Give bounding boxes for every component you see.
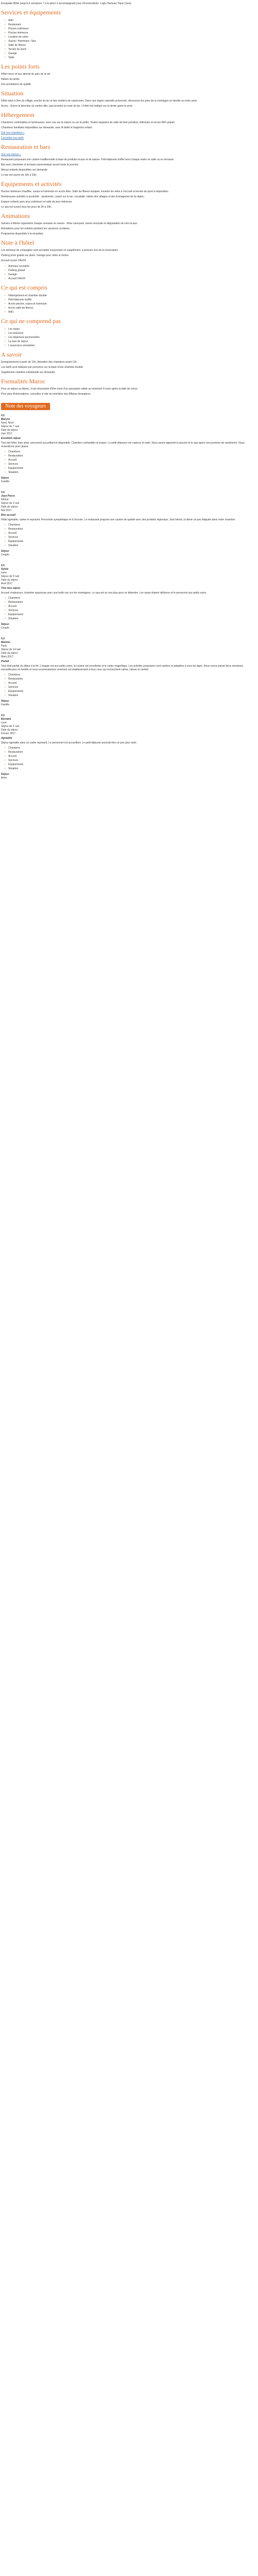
a-savoir-para: Les tarifs sont indiqués par personne sur la base d'une chambre double. [1,366,84,369]
review-score: 4.0 [1,714,5,717]
review-date-label: Date du séjour [1,429,18,432]
review-place: Nord, Nord [1,421,14,425]
note-hotel-title: Note à l'hôtel [1,239,35,246]
restauration-para: Restaurant proposant une cuisine traditionnelle à base de produits locaux et de saison. Petit-déjeuner buffet servi chaque matin en salle ou en terrasse. [1,158,174,161]
not-included-title: Ce qui ne comprend pas [1,317,61,325]
list-item: • Situation [8,544,257,548]
included-list [1,294,257,314]
equipements-para: Piscine intérieure chauffée, sauna et hammam en accès libre. Salle de fitness équipée, location de vélos à l'accueil et terrain de sport à disposition. [1,190,169,193]
formalites-title: Formalités Maroc [1,378,45,385]
review-place: Isère [1,571,7,574]
list-item: • Animaux acceptés [8,264,257,268]
page [0,0,258,780]
review-body: Séjour agréable dans un cadre reposant. Le personnel est accueillant. Le petit-déjeuner pourrait être un peu plus varié. [1,741,137,744]
review-title: Très bon séjour [1,587,21,590]
list-item: • Garage [8,52,257,56]
review-meta [1,491,257,513]
list-item: • Restauration [8,600,257,604]
rooms-link[interactable]: Voir nos chambres » [1,131,25,134]
review-date: Mars 2017 [1,655,13,658]
list-item: • Salle de fitness [8,43,257,47]
review-title: Agréable [1,737,12,740]
review-date-label: Date du séjour [1,652,18,655]
list-item: • Restauration [8,677,257,681]
review-stay-value: Famille [1,703,10,706]
review-date-label: Date du séjour [1,579,18,582]
situation-para: Accès : Suivre la direction du centre-ville, puis prendre la route du lac. L'hôtel est indiqué sur la droite après le pont. [1,105,133,108]
stars-title: Les points forts [1,63,40,70]
list-item: • WiFi [8,310,257,314]
review-author: Martine [1,641,10,644]
list-item: • Accès salle de fitness [8,306,257,310]
list-item: • Accès piscine, sauna et hammam [8,302,257,306]
list-item: • Chambres [8,450,257,454]
list-item: • Situation [8,617,257,621]
review-title: Bon accueil [1,514,16,517]
restauration-title: Restauration et bars [1,143,51,150]
animations-note: Programme disponible à la réception. [1,232,44,235]
review-place: Lyon [1,721,7,724]
list-item: • Situation [8,470,257,474]
review-item [1,491,257,557]
review-item [1,714,257,780]
list-item: • Services [8,608,257,613]
review-stay-length: Séjour de 5 nuit [1,575,20,578]
review-stay-value: Famille [1,480,10,483]
list-item: • Accueil [8,458,257,462]
review-stay-label: Séjour [1,700,9,703]
list-item: • Parking gratuit [8,268,257,273]
list-item: • Services [8,535,257,539]
review-author: Jean Pierre [1,495,15,498]
review-stay-length: Séjour de 3 nuit [1,502,20,505]
list-item: • Accueil [8,754,257,758]
list-item: • Les dépenses personnelles [8,335,257,340]
list-item: • Les repas [8,327,257,331]
equipements-note: Le spa est ouvert tous les jours de 9h à 20h. [1,206,52,209]
review-author: Bernard [1,718,11,721]
review-date-label: Date du séjour [1,728,18,732]
review-score: 4.5 [1,414,5,417]
review-author: Sylvie [1,568,9,571]
review-date: Juin 2017 [1,432,12,435]
list-item: • Services [8,758,257,762]
situation-para: Hôtel situé à 2km du village, proche du lac et des sentiers de randonnée. Dans une région naturelle préservée, découvrez les joies de la montagne en famille ou entre amis. [1,99,198,103]
list-item: • Sauna / Hammam / Spa [8,39,257,43]
review-stay-value: Couple [1,626,9,630]
review-criteria [1,523,257,548]
review-stay-label: Séjour [1,550,9,553]
list-item: • Situation [8,693,257,698]
equipements-para: Espace enfants avec jeux extérieurs et salle de jeux intérieure. [1,200,73,204]
stars-note: Des prestations de qualité [1,83,31,86]
list-item: • Table [8,56,257,60]
situation-title: Situation [1,90,24,97]
list-item: • Accueil [8,531,257,535]
review-body: Accueil chaleureux, chambre spacieuse avec une belle vue sur les montagnes. Le spa est un vrai plus pour se détendre. Les repas étaient délicieux et le personnel aux petits soins. [1,591,207,595]
list-item: • Restauration [8,750,257,754]
list-item: • Services [8,462,257,466]
list-item: • Situation [8,767,257,771]
animations-para: Animations pour les enfants pendant les vacances scolaires. [1,227,70,230]
list-item: • Terrain de sport [8,47,257,52]
services-list [1,19,257,60]
list-item: • WiFi [8,19,257,23]
review-stay-length: Séjour de 2 nuit [1,725,20,728]
review-criteria [1,673,257,698]
note-hotel-para: Parking privé gratuit sur place. Garage pour vélos et motos. [1,254,70,257]
list-item: • Les boissons [8,331,257,335]
review-criteria [1,450,257,474]
review-body: Très bel hôtel, bien situé, personnel accueillant et disponible. Chambre confortable et propre. Le petit-déjeuner est copieux et varié. Nous avons apprécié la piscine et le spa après nos journées de randonnée. Nous reviendrons avec plaisir. [1,442,245,448]
restauration-para: Bar avec cheminée et terrasse panoramique ouvert toute la journée. [1,163,79,166]
list-item: • Location de vélos [8,35,257,39]
review-place: Paris [1,645,7,648]
review-item [1,637,257,707]
review-stay-length: Séjour de 7 nuit [1,425,20,428]
list-item: • Équipements [8,689,257,693]
equipements-title: Equipements et activités [1,180,62,188]
a-savoir-para: Enregistrement à partir de 15h, libération des chambres avant 11h. [1,361,77,364]
stars-label: Nature du jardin [1,78,20,81]
animations-title: Animations [1,212,30,219]
list-item: • Restaurant [8,23,257,27]
formalites-para: Pour un séjour au Maroc, il est nécessaire d'être muni d'un passeport valide au minimum 6 mois après la date de retour. [1,387,138,391]
list-item: • Équipements [8,613,257,617]
list-item: • Accueil 24h/24 [8,277,257,281]
review-date: Avril 2017 [1,582,13,585]
note-hotel-para: Les animaux de compagnie sont acceptés moyennant un supplément, à préciser lors de la réservation. [1,249,119,252]
review-score: 4.0 [1,491,5,494]
review-meta [1,714,257,736]
review-date-label: Date du séjour [1,505,18,509]
a-savoir-title: A savoir [1,351,22,358]
review-score: 5.0 [1,637,5,640]
review-place: Rhône [1,498,9,501]
reviews-header: Note des voyageurs [1,403,50,410]
review-meta [1,637,257,659]
review-meta [1,414,257,436]
review-stay-value: Amis [1,776,7,779]
review-date: Février 2017 [1,732,16,735]
hebergement-para: Chambres familiales disponibles sur demande, avec lit bébé et baignoire enfant. [1,126,93,129]
review-title: Excellent séjour [1,437,21,440]
review-body: Hôtel agréable, calme et reposant. Personnel sympathique et à l'écoute. Le restaurant propose une cuisine de qualité avec des produits régionaux. Seul bémol, la literie un peu fatiguée dans notre chambre. [1,518,236,521]
review-author: Maryse [1,418,10,421]
review-item [1,414,257,484]
list-item: • La taxe de séjour [8,340,257,344]
list-item: • Hébergement en chambre double [8,294,257,298]
not-included-list [1,327,257,348]
review-criteria [1,746,257,771]
list-item: • Piscine extérieure [8,27,257,31]
list-item: • Restauration [8,454,257,458]
review-stay-value: Couple [1,553,9,556]
review-date: Mai 2017 [1,509,12,512]
note-hotel-para: Accueil ouvert 24h/24. [1,259,27,262]
formalites-para: Pour plus d'informations, consultez le site du ministère des Affaires étrangères. [1,393,91,396]
animations-para: Soirées à thème organisées chaque semaine en saison : dîner savoyard, soirée musicale et dégustation de vins locaux. [1,222,138,225]
list-item: • L'assurance annulation [8,344,257,348]
reviews-list [1,414,257,780]
hebergement-para: Chambres confortables et lumineuses, avec vue sur la nature ou sur le jardin. Toutes équipées de salle de bain privative, télévision et accès WiFi gratuit. [1,121,175,124]
review-title: Parfait [1,660,9,663]
list-item: • Chambres [8,673,257,677]
list-item: • Petit-déjeuner buffet [8,298,257,302]
list-item: • Équipements [8,539,257,544]
review-stay-label: Séjour [1,623,9,626]
list-item: • Chambres [8,523,257,527]
list-item: • Équipements [8,762,257,767]
review-item [1,564,257,630]
menus-link[interactable]: Voir nos menus » [1,153,21,156]
list-item: • Services [8,685,257,689]
list-item: • Chambres [8,596,257,600]
review-criteria [1,596,257,621]
list-item: • Équipements [8,466,257,470]
list-item: • Accueil [8,604,257,608]
list-item: • Garage [8,273,257,277]
note-hotel-list [1,264,257,281]
restauration-note: Le bar est ouvert de 10h à 23h. [1,174,37,177]
review-body: Tout était parfait du début à la fin. L'équipe est aux petits soins, la cuisine est excellente et le cadre magnifique. Les activités proposées sont variées et adaptées à tous les âges. Nous avons passé deux semaines merveilleuses en famille et nous recommandons vivement cet établissement à tous ceux qui recherchent calme, nature et confort. [1,665,244,671]
hebergement-title: Hébergement [1,111,35,118]
rates-link[interactable]: Consultez nos tarifs [1,137,24,140]
stars-text: Hôtel renov et aux abords du parc de la vie [1,73,51,76]
list-item: • Chambres [8,746,257,750]
review-stay-label: Séjour [1,773,9,776]
intro-text: Escapade Bébé jusqu'à 6 semaines 7 à la pièce à accompagnant pour Personnalisée. Logis Hameau Tiane (Jura) [1,2,132,5]
review-stay-label: Séjour [1,477,9,480]
list-item: • Piscine intérieure [8,31,257,35]
list-item: • Accueil [8,681,257,685]
a-savoir-para: Supplément chambre individuelle sur demande. [1,371,56,374]
equipements-para: Nombreuses activités à proximité : randonnée, canoë sur le lac, escalade, visites des villages et des fromageries de la région. [1,195,145,198]
included-title: Ce qui est compris [1,284,47,291]
services-title: Services et équipements [1,9,61,16]
review-meta [1,564,257,586]
restauration-para: Menus enfants disponibles sur demande. [1,168,49,172]
review-score: 4.5 [1,564,5,567]
list-item: • Restauration [8,527,257,531]
review-stay-length: Séjour de 14 nuit [1,648,21,651]
